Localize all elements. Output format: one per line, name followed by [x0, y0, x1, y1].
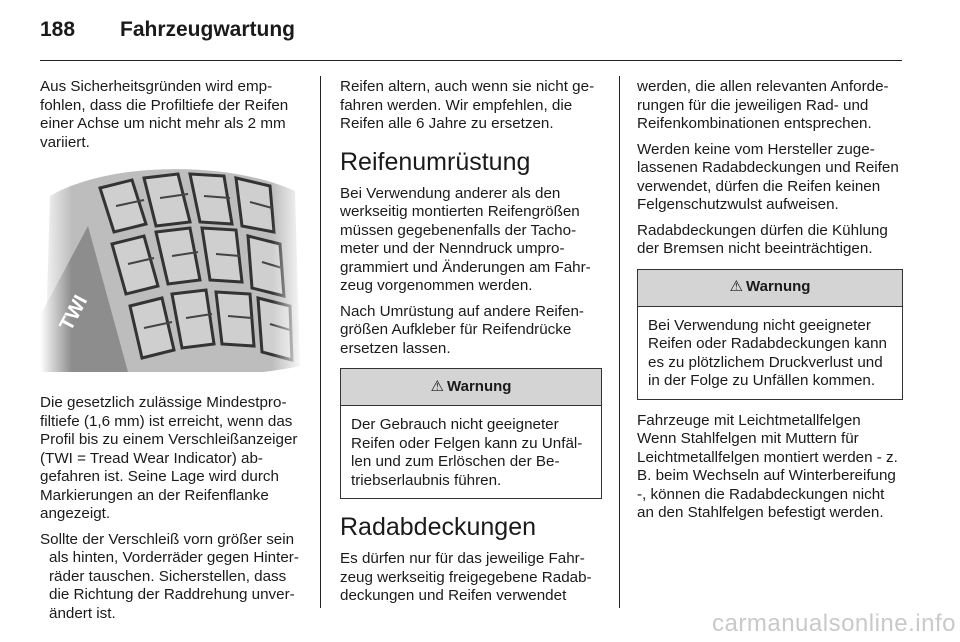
paragraph: Bei Verwendung anderer als den werkseitig montierten Reifengrößen müssen gegebenenfalls der Tachometer und der Nenndruck umprogrammiert und Änderungen am Fahrzeug vorgenommen werden. [340, 184, 591, 294]
warning-header [341, 369, 601, 406]
paragraph: Es dürfen nur für das jeweilige Fahrzeug werkseitig freigegebene Radabdeckungen und Reifen verwendet [340, 550, 592, 604]
warning-title: Warnung [746, 278, 811, 296]
warning-box [637, 269, 903, 400]
column-3 [637, 78, 903, 530]
paragraph: werden, die allen relevanten Anforderungen für die jeweiligen Rad- und Reifenkombinationen entsprechen. [637, 78, 889, 132]
warning-text: Bei Verwendung nicht geeigneter Reifen oder Radabdeckungen kann es zu plötzlichem Druckverlust und in der Folge zu Unfällen kommen. [648, 316, 887, 389]
warning-triangle-icon: ⚠ [729, 278, 743, 296]
paragraph: Fahrzeuge mit Leichtmetallfelgen [637, 411, 861, 429]
column-2 [340, 78, 602, 613]
column-1 [40, 78, 304, 630]
paragraph: Wenn Stahlfelgen mit Muttern für Leichtmetallfelgen montiert werden - z. B. beim Wechseln auf Winterbereifung -, können die Radabdeckungen nicht an den Stahlfelgen befestigt werden. [637, 430, 898, 521]
tire-tread-image [40, 166, 304, 372]
page-header [40, 18, 295, 48]
column-divider [320, 76, 321, 608]
warning-title: Warnung [447, 377, 512, 395]
chapter-title: Fahrzeugwartung [120, 18, 296, 41]
paragraph: Sollte der Verschleiß vorn größer sein als hinten, Vorderräder gegen Hinterräder tauschen. Sicherstellen, dass die Richtung der Raddrehung unverändert ist. [40, 530, 299, 622]
paragraph: Die gesetzlich zulässige Mindestprofiltiefe (1,6 mm) ist erreicht, wenn das Profil bis zu einem Verschleißanzeiger (TWI = Tread Wear Indicator) abgefahren ist. Seine Lage wird durch Markierungen an der Reifenflanke angezeigt. [40, 394, 298, 522]
page-number: 188 [40, 18, 76, 41]
watermark: carmanualsonline.info [712, 610, 956, 637]
paragraph: Radabdeckungen dürfen die Kühlung der Bremsen nicht beeinträchtigen. [637, 221, 888, 257]
paragraph: Aus Sicherheitsgründen wird empfohlen, dass die Profiltiefe der Reifen einer Achse um nicht mehr als 2 mm variiert. [40, 78, 289, 151]
header-rule [40, 60, 902, 61]
tire-tread-figure [40, 166, 304, 372]
section-heading-radabdeckungen: Radabdeckungen [340, 513, 536, 541]
paragraph: Nach Umrüstung auf andere Reifengrößen Aufkleber für Reifendrücke ersetzen lassen. [340, 302, 584, 357]
column-divider [619, 76, 620, 608]
paragraph: Werden keine vom Hersteller zugelassenen Radabdeckungen und Reifen verwendet, dürfen die Reifen keinen Felgenschutzwulst aufweisen. [637, 140, 899, 213]
warning-box [340, 368, 602, 499]
warning-header [638, 270, 902, 307]
section-heading-reifenumruestung: Reifenumrüstung [340, 147, 531, 176]
paragraph: Reifen altern, auch wenn sie nicht gefahren werden. Wir empfehlen, die Reifen alle 6 Jahre zu ersetzen. [340, 78, 595, 132]
warning-text: Der Gebrauch nicht geeigneter Reifen oder Felgen kann zu Unfällen und zum Erlöschen der Betriebserlaubnis führen. [351, 416, 583, 489]
warning-triangle-icon: ⚠ [430, 377, 444, 395]
